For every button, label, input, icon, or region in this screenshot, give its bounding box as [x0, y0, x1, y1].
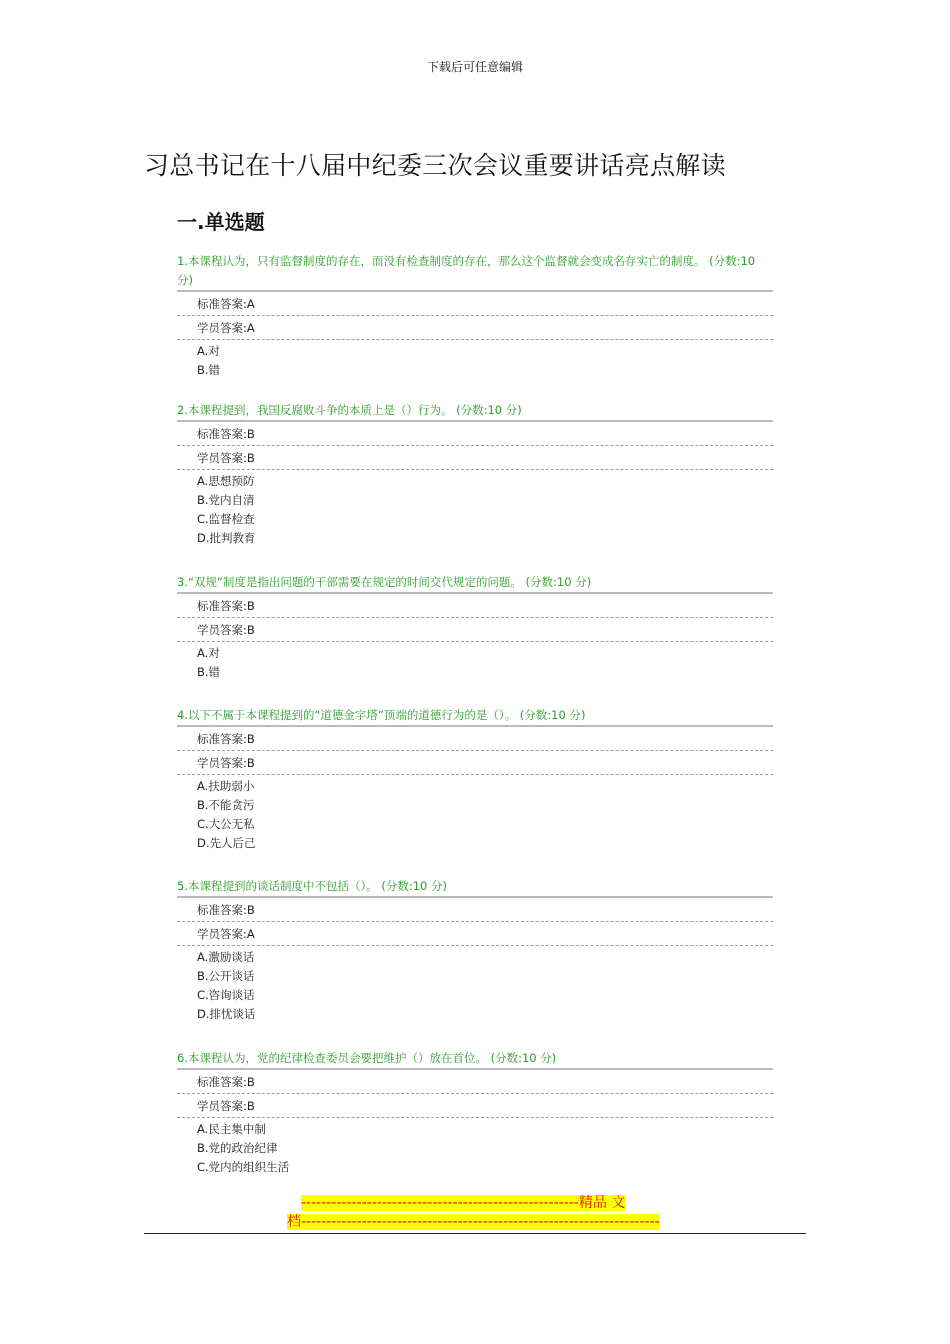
- student-answer: 学员答案:B: [177, 446, 773, 470]
- question-3: [177, 573, 773, 682]
- standard-answer: 标准答案:B: [177, 592, 773, 618]
- question-4: [177, 706, 773, 853]
- option: B.公开谈话: [197, 969, 255, 983]
- option: D.批判教育: [197, 531, 256, 545]
- option: A.对: [197, 344, 220, 358]
- document-title: 习总书记在十八届中纪委三次会议重要讲话亮点解读: [144, 151, 726, 180]
- question-text: 1.本课程认为，只有监督制度的存在，而没有检查制度的存在，那么这个监督就会变成名存实亡的制度。 (分数:10 分): [177, 254, 756, 287]
- option: A.激励谈话: [197, 950, 255, 964]
- standard-answer: 标准答案:B: [177, 896, 773, 922]
- option: D.先人后己: [197, 836, 256, 850]
- student-answer: 学员答案:B: [177, 618, 773, 642]
- option: B.错: [197, 665, 221, 679]
- question-text: 6.本课程认为，党的纪律检查委员会要把维护（）放在首位。 (分数:10 分): [177, 1051, 557, 1065]
- question-text: 5.本课程提到的谈话制度中不包括（）。 (分数:10 分): [177, 879, 448, 893]
- option: C.党内的组织生活: [197, 1160, 290, 1174]
- option: A.思想预防: [197, 474, 255, 488]
- student-answer: 学员答案:B: [177, 751, 773, 775]
- option: A.扶助弱小: [197, 779, 255, 793]
- standard-answer: 标准答案:A: [177, 290, 773, 316]
- standard-answer: 标准答案:B: [177, 725, 773, 751]
- header-note: 下载后可任意编辑: [426, 60, 523, 74]
- footer-line-2: 档-----------------------------------------------------------------------: [287, 1214, 660, 1230]
- student-answer: 学员答案:A: [177, 316, 773, 340]
- standard-answer: 标准答案:B: [177, 1068, 773, 1094]
- option: A.对: [197, 646, 220, 660]
- option: C.大公无私: [197, 817, 255, 831]
- student-answer: 学员答案:B: [177, 1094, 773, 1118]
- footer-rule: [144, 1233, 806, 1234]
- option: C.咨询谈话: [197, 988, 255, 1002]
- option: C.监督检查: [197, 512, 255, 526]
- question-2: [177, 401, 773, 548]
- footer-watermark: [287, 1194, 662, 1232]
- question-1: [177, 252, 773, 380]
- question-text: 4.以下不属于本课程提到的“道德金字塔”顶端的道德行为的是（）。 (分数:10 分): [177, 708, 586, 722]
- question-5: [177, 877, 773, 1024]
- standard-answer: 标准答案:B: [177, 420, 773, 446]
- option: B.不能贪污: [197, 798, 255, 812]
- question-text: 2.本课程提到，我国反腐败斗争的本质上是（）行为。 (分数:10 分): [177, 403, 522, 417]
- option: B.错: [197, 363, 221, 377]
- option: D.排忧谈话: [197, 1007, 256, 1021]
- option: A.民主集中制: [197, 1122, 266, 1136]
- option: B.党内自清: [197, 493, 255, 507]
- question-text: 3.“双规”制度是指出问题的干部需要在规定的时间交代规定的问题。 (分数:10 分): [177, 575, 592, 589]
- section-title: 一.单选题: [177, 210, 265, 234]
- student-answer: 学员答案:A: [177, 922, 773, 946]
- option: B.党的政治纪律: [197, 1141, 278, 1155]
- footer-line-1: -------------------------------------------------------精品 文: [301, 1195, 626, 1211]
- question-6: [177, 1049, 773, 1177]
